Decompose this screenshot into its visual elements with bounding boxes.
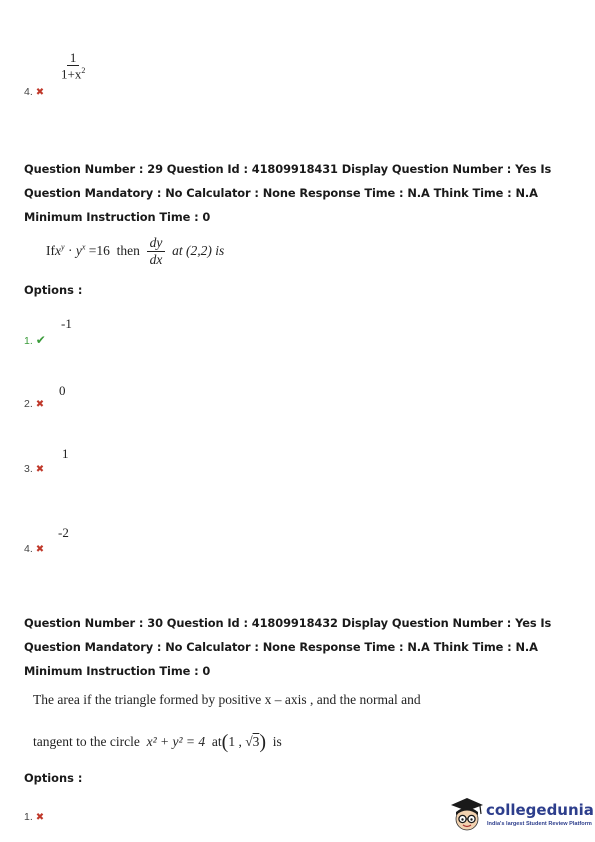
point-sqrt: 3 (252, 734, 260, 749)
q29-option-2-value: 0 (59, 383, 66, 398)
q29-option-3-value: 1 (62, 446, 69, 461)
q29-options-label: Options : (24, 283, 83, 297)
circle-equation: x² + y² = 4 (146, 734, 206, 749)
q30-options-label: Options : (24, 771, 83, 785)
logo-name: collegedunia (486, 801, 594, 819)
option-number: 1. (24, 811, 33, 823)
stem-y: y (75, 243, 82, 259)
option-number: 4. (24, 543, 33, 555)
stem-at: at (172, 243, 183, 259)
wrong-icon: ✖ (35, 399, 45, 410)
option-number: 4. (24, 86, 33, 98)
collegedunia-logo (447, 795, 594, 835)
wrong-icon: ✖ (35, 544, 45, 555)
q29-stem (46, 236, 224, 268)
point-a: 1 , (228, 734, 242, 749)
q29-meta: Question Number : 29 Question Id : 41809918431 Display Question Number : Yes Is Question Mandatory : No Calculator : None Response Time : N.A Think Time : N.A Minimum Instruction Time : 0 (24, 162, 552, 224)
fraction-exponent: 2 (81, 66, 86, 76)
q29-option-1[interactable] (24, 329, 46, 348)
stem-x-exp: y (61, 242, 65, 252)
frac-den: dx (149, 251, 163, 267)
q30-option-1[interactable] (24, 805, 44, 824)
stem-dot: · (67, 243, 73, 259)
option-number: 2. (24, 398, 33, 410)
option-number: 1. (24, 335, 33, 347)
wrong-icon: ✖ (35, 812, 45, 823)
stem-if: If (46, 243, 55, 259)
prev-option-4 (24, 80, 44, 99)
q29-option-1-value: -1 (61, 316, 72, 331)
stem-y-exp: x (81, 242, 86, 252)
stem-eq: =16 (88, 243, 110, 259)
fraction-numerator: 1 (67, 51, 80, 66)
frac-num: dy (147, 236, 166, 252)
fraction-denominator: 1+x (61, 66, 82, 82)
line2-start: tangent to the circle (33, 734, 140, 749)
wrong-icon: ✖ (35, 87, 45, 98)
check-icon: ✔ (35, 333, 46, 347)
q29-option-4-value: -2 (58, 525, 69, 540)
mascot-icon (447, 795, 487, 835)
wrong-icon: ✖ (35, 464, 45, 475)
q29-option-2[interactable] (24, 392, 44, 411)
line2-at: at (211, 734, 222, 749)
stem-then: then (116, 243, 140, 259)
logo-tagline: India's largest Student Review Platform (487, 821, 592, 827)
line2-end: is (272, 734, 282, 749)
q29-option-4[interactable] (24, 537, 44, 556)
q30-meta: Question Number : 30 Question Id : 41809918432 Display Question Number : Yes Is Question Mandatory : No Calculator : None Response Time : N.A Think Time : N.A Minimum Instruction Time : 0 (24, 616, 552, 678)
q30-stem-line2: tangent to the circle x² + y² = 4 at(1 , √3) is (33, 731, 282, 753)
stem-x: x (55, 243, 61, 259)
option-number: 3. (24, 463, 33, 475)
q29-option-3[interactable] (24, 457, 44, 476)
q30-stem-line1: The area if the triangle formed by positive x – axis , and the normal and (33, 692, 421, 707)
stem-point: (2,2) is (186, 243, 225, 259)
prev-option-4-fraction (58, 51, 88, 82)
